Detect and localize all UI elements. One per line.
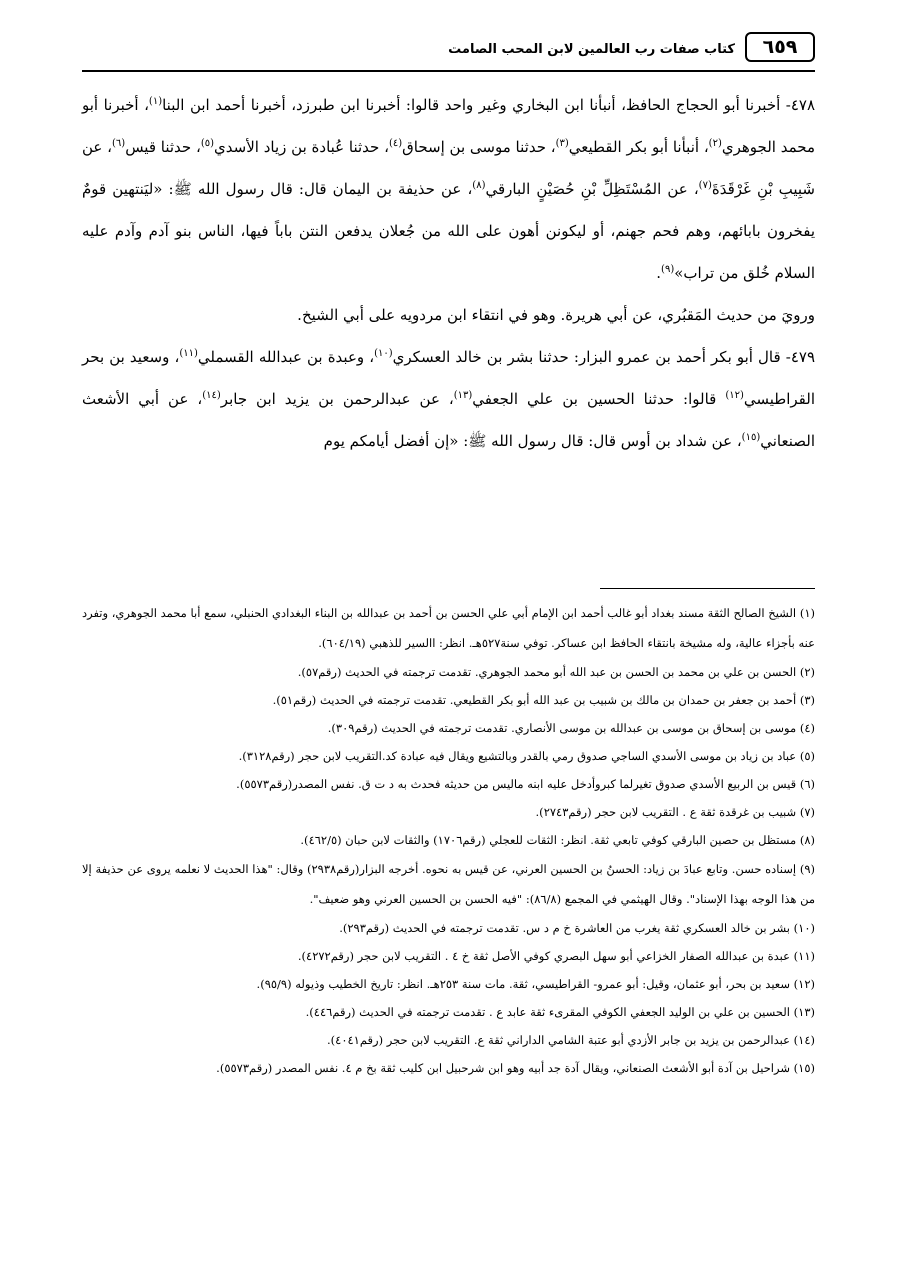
text-run: ٤٧٩- قال أبو بكر أحمد بن عمرو البزار: حدثنا بشر بن خالد العسكري — [392, 348, 816, 366]
footnote-text: عباد بن زياد بن موسى الأسدي الساجي صدوق رمي بالقدر وبالتشيع ويقال فيه عبادة كد.التقريب لابن حجر (رقم٣١٢٨). — [238, 749, 797, 763]
footnote — [82, 714, 815, 742]
text-run: ورويَ من حديث المَقبُري، عن أبي هريرة. وهو في انتقاء ابن مردويه على أبي الشيخ. — [297, 306, 815, 324]
page-header — [82, 30, 815, 72]
text-run: ، عن حذيفة بن اليمان قال: قال رسول الله ﷺ: «ليَنتهين قومٌ يفخرون بابائهم، وهم فحم جهنم، أو ليكونن أهون على الله من جُعلان يدفعن النتن باباً فيها، الناس بنو آدم وآدم عليه السلام خُلق من تراب» — [82, 180, 815, 282]
footnote-number: (١) — [799, 606, 816, 620]
footnote-number: (٥) — [799, 749, 815, 763]
footnote-text: أحمد بن جعفر بن حمدان بن مالك بن شبيب بن عبد الله أبو بكر القطيعي. تقدمت ترجمته في الحديث (رقم٥١). — [272, 693, 797, 707]
footnote-text: إسناده حسن. وتابع عبادَ بن زياد: الحسنُ بن الحسين العرني، عن قيس به نحوه. أخرجه البزار(رقم٢٩٣٨) وقال: "هذا الحديث لا نعلمه يروى عن حذيفة إلا من هذا الوجه بهذا الإسناد". وقال الهيثمي في المجمع (٨٦/٨): "فيه الحسن بن الحسين العرني وهو ضعيف". — [82, 862, 815, 906]
footnote-number: (٢) — [799, 665, 815, 679]
paragraph — [82, 84, 815, 294]
text-run: ، عن شداد بن أوس قال: قال رسول الله ﷺ: «إن أفضل أيامكم يوم — [323, 432, 742, 450]
footnote — [82, 1054, 815, 1082]
text-run: ، وسعيد بن بحر القراطيسي — [82, 348, 815, 408]
text-run: ، عن عبدالرحمن بن يزيد ابن جابر — [220, 390, 454, 408]
footnote-text: الحسن بن علي بن محمد بن الحسن بن عبد الله أبو محمد الجوهري. تقدمت ترجمته في الحديث (رقم٥٧). — [297, 665, 797, 679]
text-run: ، عن المُسْتَظِلِّ بْنِ حُصَيْنٍ البارقي — [485, 180, 699, 198]
footnote-ref: (٩) — [661, 264, 675, 275]
footnote-ref: (١١) — [179, 348, 198, 359]
footnote-ref: (١٤) — [202, 390, 221, 401]
footnote-text: بشر بن خالد العسكري ثقة يغرب من العاشرة خ م د س. تقدمت ترجمته في الحديث (رقم٢٩٣). — [339, 921, 790, 935]
footnote — [82, 742, 815, 770]
text-run: . — [656, 264, 662, 282]
footnote-text: الشيخ الصالح الثقة مسند بغداد أبو غالب أحمد ابن الإمام أبي علي الحسن بن أحمد بن عبدالله بن البناء البغدادي الحنبلي، سمع أبا محمد الجوهري، وتفرد عنه بأجزاء عالية، وله مشيخة بانتقاء الحافظ ابن عساكر. توفي سنة٥٢٧هـ. انظر: االسير للذهبي (٦٠٤/١٩). — [82, 606, 815, 650]
footnote-number: (١٤) — [793, 1033, 815, 1047]
footnote-ref: (٦) — [112, 138, 126, 149]
footnote-number: (٨) — [799, 833, 815, 847]
footnote-text: موسى بن إسحاق بن موسى بن عبدالله بن موسى الأنصاري. تقدمت ترجمته في الحديث (رقم٣٠٩). — [327, 721, 797, 735]
footnote — [82, 658, 815, 686]
footnote-number: (٤) — [799, 721, 815, 735]
footnote-ref: (٣) — [555, 138, 569, 149]
footnote-text: عبدة بن عبدالله الصفار الخزاعي أبو سهل البصري كوفي الأصل ثقة خ ٤ . التقريب لابن حجر (رقم٤٢٧٢). — [297, 949, 790, 963]
footnote-number: (٧) — [799, 805, 815, 819]
footnote — [82, 942, 815, 970]
footnote — [82, 970, 815, 998]
footnote-number: (١٢) — [793, 977, 815, 991]
text-run: ، أنبأنا أبو بكر القطيعي — [568, 138, 709, 156]
footnote-ref: (٢) — [708, 138, 722, 149]
footnote-number: (٦) — [799, 777, 815, 791]
footnote — [82, 998, 815, 1026]
footnote-number: (١٣) — [793, 1005, 815, 1019]
footnote — [82, 686, 815, 714]
footnote-text: شبيب بن غرقدة ثقة ع . التقريب لابن حجر (رقم٢٧٤٣). — [535, 805, 797, 819]
footnote-ref: (٥) — [200, 138, 215, 149]
footnote-text: قيس بن الربيع الأسدي صدوق تغيرلما كبروأدخل عليه ابنه ماليس من حديثه فحدث به د ت ق. نفس المصدر(رقم٥٥٧٣). — [236, 777, 797, 791]
running-title: كتاب صفات رب العالمين لابن المحب الصامت — [448, 42, 735, 57]
main-text — [82, 84, 815, 462]
text-run: ، حدثنا موسى بن إسحاق — [402, 138, 556, 156]
text-run: ، أخبرنا أبو محمد الجوهري — [82, 96, 815, 156]
text-run: ، وعبدة بن عبدالله القسملي — [197, 348, 375, 366]
footnote-number: (١٥) — [793, 1061, 815, 1075]
footnote-number: (١٠) — [793, 921, 815, 935]
footnote-text: عبدالرحمن بن يزيد بن جابر الأزدي أبو عتبة الشامي الداراني ثقة ع. التقريب لابن حجر (رقم٤٠٤١). — [326, 1033, 790, 1047]
text-run: ٤٧٨- أخبرنا أبو الحجاج الحافظ، أنبأنا ابن البخاري وغير واحد قالوا: أخبرنا ابن طبرزد، أخبرنا أحمد ابن البنا — [162, 96, 815, 114]
text-run: ، عن شَبِيبِ بْنِ غَرْقَدَةَ — [82, 138, 815, 198]
footnote — [82, 770, 815, 798]
text-run: ، حدثنا قيس — [125, 138, 201, 156]
footnote-ref: (٧) — [698, 180, 712, 191]
footnote-ref: (١٣) — [453, 390, 473, 401]
paragraph — [82, 336, 815, 462]
footnotes — [82, 598, 815, 1082]
footnote-number: (٣) — [799, 693, 815, 707]
footnote — [82, 1026, 815, 1054]
footnote — [82, 798, 815, 826]
footnote-ref: (٤) — [388, 138, 403, 149]
footnote — [82, 854, 815, 914]
footnote — [82, 914, 815, 942]
footnote-separator — [600, 588, 815, 589]
footnote-ref: (١٠) — [374, 348, 393, 359]
page-number: ٦٥٩ — [745, 32, 815, 62]
footnote-ref: (١٢) — [725, 390, 744, 401]
footnote-text: الحسين بن علي بن الوليد الجعفي الكوفي المقرىء ثقة عابد ع . تقدمت ترجمته في الحديث (رقم٤٤٦). — [305, 1005, 790, 1019]
footnote — [82, 598, 815, 658]
text-run: ، حدثنا عُبادة بن زياد الأسدي — [214, 138, 389, 156]
footnote-number: (٩) — [799, 862, 816, 876]
footnote-text: شراحيل بن آدة أبو الأشعث الصنعاني، ويقال آدة جد أبيه وهو ابن شرحبيل ابن كليب ثقة بخ م ٤. نفس المصدر (رقم٥٥٧٣). — [216, 1061, 790, 1075]
footnote-number: (١١) — [793, 949, 815, 963]
footnote-ref: (١) — [148, 96, 163, 107]
text-run: ، عن أبي الأشعث الصنعاني — [82, 390, 815, 450]
text-run: قالوا: حدثنا الحسين بن علي الجعفي — [472, 390, 726, 408]
footnote-ref: (٨) — [472, 180, 486, 191]
footnote-ref: (١٥) — [741, 432, 761, 443]
footnote-text: سعيد بن بحر، أبو عثمان، وقيل: أبو عمرو- القراطيسي، ثقة. مات سنة ٢٥٣هـ. انظر: تاريخ الخطيب وذيوله (٩٥/٩). — [256, 977, 790, 991]
paragraph — [82, 294, 815, 336]
footnote-text: مستظل بن حصين البارقي كوفي تابعي ثقة. انظر: الثقات للعجلي (رقم١٧٠٦) والثقات لابن حبان (٤٦٢/٥). — [300, 833, 797, 847]
footnote — [82, 826, 815, 854]
